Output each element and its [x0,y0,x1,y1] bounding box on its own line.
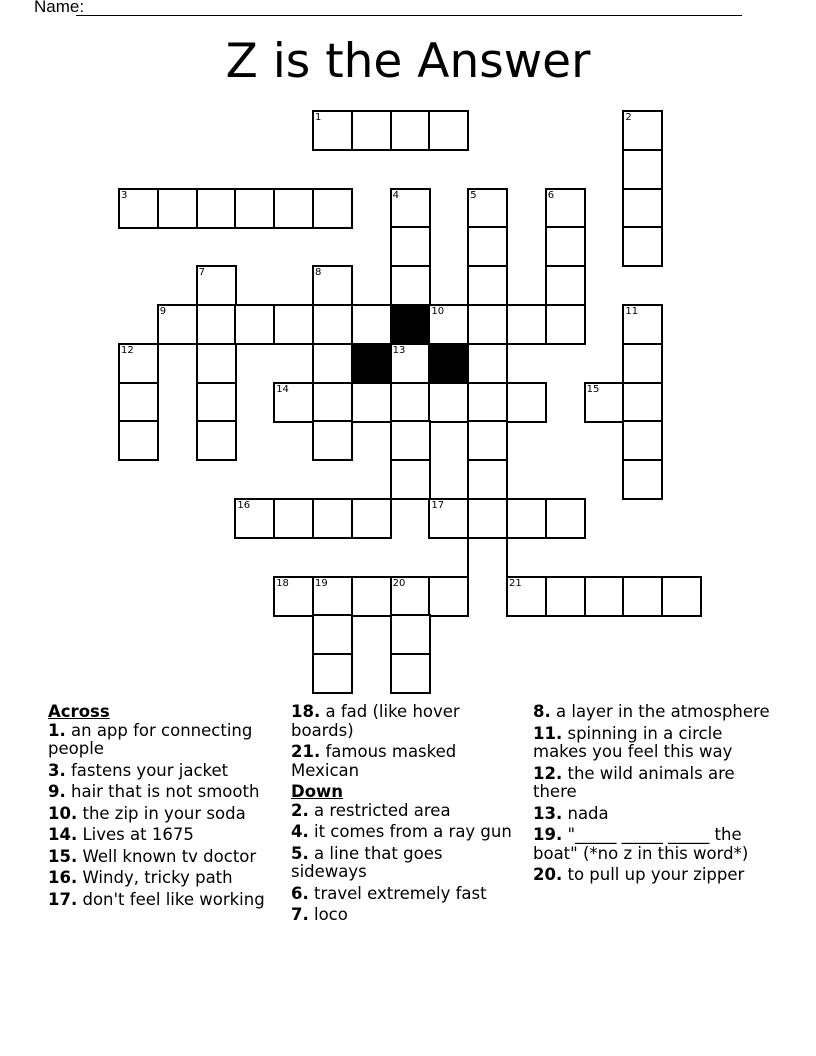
clue-text: a line that goes sideways [291,843,443,881]
clue-text: the wild animals are there [533,763,735,801]
clue-item [291,906,516,925]
clue-number: 15 [586,383,600,395]
grid-cell[interactable] [234,304,275,345]
clue-item [291,845,516,882]
clue-number: 16 [237,500,251,511]
clue-number: 6 [547,189,555,201]
black-square [351,343,392,384]
grid-cell[interactable] [196,265,237,306]
clue-text: famous masked Mexican [291,742,457,780]
grid-cell[interactable] [390,653,431,694]
clue-number: 12 [121,344,134,356]
grid-cell[interactable] [622,304,663,345]
clue-text: fastens your jacket [71,760,229,780]
grid-cell[interactable] [390,226,431,267]
grid-cell[interactable] [351,498,392,539]
clue-number: 19 [315,577,328,589]
clue-num: 16. [48,868,78,887]
grid-cell[interactable] [312,576,353,617]
grid-cell[interactable] [428,576,469,617]
clue-num: 14. [48,825,78,844]
clue-item [48,891,278,910]
grid-cell[interactable] [312,265,353,306]
grid-cell[interactable] [390,382,431,423]
grid-cell[interactable] [157,304,198,345]
grid-cell[interactable] [622,226,663,267]
grid-cell[interactable] [390,576,431,617]
grid-cell[interactable] [273,498,314,539]
grid-cell[interactable] [390,188,431,229]
grid-cell[interactable] [390,420,431,461]
clue-text: travel extremely fast [314,883,487,903]
grid-cell[interactable] [273,188,314,229]
clues-column-1 [48,703,278,912]
clue-text: a layer in the atmosphere [556,702,770,721]
grid-cell[interactable] [312,304,353,345]
clue-item [48,826,278,845]
grid-cell[interactable] [506,498,547,539]
clue-num: 21. [291,742,321,761]
grid-cell[interactable] [545,265,586,306]
clue-number: 1 [315,112,322,123]
grid-cell[interactable] [273,382,314,423]
clue-item [291,802,516,821]
grid-cell[interactable] [196,382,237,423]
grid-cell[interactable] [428,382,469,423]
grid-cell[interactable] [467,188,508,229]
clue-text: loco [314,905,348,924]
grid-cell[interactable] [390,614,431,655]
grid-cell[interactable] [312,614,353,655]
grid-cell[interactable] [622,110,663,151]
clue-item [533,725,773,762]
clue-text: don't feel like working [82,889,265,909]
grid-cell[interactable] [196,188,237,229]
grid-cell [467,537,508,578]
grid-cell[interactable] [622,382,663,423]
grid-cell[interactable] [428,304,469,345]
clue-num: 5. [291,843,309,863]
grid-cell[interactable] [622,459,663,500]
clue-item [48,722,278,759]
clue-num: 12. [533,763,563,783]
clue-num: 13. [533,803,563,823]
down-heading: Down [291,782,344,801]
clues-column-3 [533,703,773,888]
clue-number: 21 [509,577,522,589]
clue-number: 11 [625,306,639,317]
grid-cell[interactable] [622,149,663,190]
grid-cell[interactable] [312,343,353,384]
grid-cell[interactable] [390,459,431,500]
grid-cell[interactable] [467,498,508,539]
grid-cell[interactable] [545,226,586,267]
grid-cell[interactable] [584,382,625,423]
clues-column-2 [291,703,516,928]
clue-item [48,848,278,867]
grid-cell[interactable] [506,382,547,423]
clue-text: it comes from a ray gun [314,822,512,841]
grid-cell[interactable] [312,420,353,461]
clue-item [291,823,516,842]
grid-cell[interactable] [584,576,625,617]
clue-item [533,826,773,863]
grid-cell[interactable] [545,188,586,229]
clue-text: to pull up your zipper [567,865,745,884]
grid-cell[interactable] [118,188,159,229]
clue-item [533,805,773,824]
clue-number: 13 [392,344,406,356]
grid-cell[interactable] [506,576,547,617]
grid-cell[interactable] [118,343,159,384]
clue-text: Windy, tricky path [82,868,233,887]
grid-cell[interactable] [622,188,663,229]
grid-cell[interactable] [545,576,586,617]
grid-cell[interactable] [351,110,392,151]
clue-item [533,866,773,885]
grid-cell[interactable] [622,576,663,617]
clue-item [48,869,278,888]
clue-number: 2 [625,112,632,123]
across-heading: Across [48,702,110,721]
grid-cell[interactable] [467,382,508,423]
clue-num: 18. [291,702,321,721]
grid-cell[interactable] [196,343,237,384]
clue-number: 18 [276,577,289,589]
clue-text: nada [567,803,609,823]
grid-cell[interactable] [118,382,159,423]
clue-item [291,703,516,740]
clue-text: hair that is not smooth [71,782,260,801]
clue-item [291,743,516,780]
clue-item [48,762,278,781]
clue-text: Well known tv doctor [82,846,257,866]
clue-num: 20. [533,865,563,884]
clue-text: the zip in your soda [82,803,246,823]
grid-cell[interactable] [390,265,431,306]
clue-number: 8 [315,267,322,279]
clue-number: 14 [276,383,289,395]
clue-number: 20 [392,577,406,589]
clue-text: a fad (like hover boards) [291,702,460,740]
grid-cell[interactable] [545,498,586,539]
grid-cell[interactable] [428,498,469,539]
clue-number: 17 [431,500,445,511]
clue-number: 4 [392,189,399,201]
grid-cell[interactable] [506,304,547,345]
grid-cell[interactable] [467,304,508,345]
clue-item [533,703,773,722]
clue-num: 4. [291,822,309,841]
clue-num: 11. [533,723,563,743]
grid-cell[interactable] [196,420,237,461]
grid-cell[interactable] [622,343,663,384]
grid-cell[interactable] [428,110,469,151]
clue-text: a restricted area [314,800,451,820]
grid-cell[interactable] [467,226,508,267]
clue-number: 7 [198,267,205,279]
clue-text: an app for connecting people [48,720,253,758]
clue-number: 3 [121,189,128,201]
grid-cell[interactable] [467,459,508,500]
clue-item [291,885,516,904]
grid-cell[interactable] [467,343,508,384]
clue-num: 10. [48,803,78,823]
clue-num: 3. [48,760,66,780]
clue-num: 15. [48,846,78,866]
grid-cell[interactable] [622,420,663,461]
grid-cell[interactable] [390,110,431,151]
grid-cell[interactable] [545,304,586,345]
grid-cell[interactable] [234,498,275,539]
grid-cell[interactable] [118,420,159,461]
clue-number: 10 [431,306,445,317]
black-square [428,343,469,384]
grid-cell[interactable] [312,188,353,229]
grid-cell[interactable] [390,343,431,384]
grid-cell[interactable] [196,304,237,345]
grid-cell[interactable] [312,110,353,151]
clue-num: 2. [291,800,309,820]
clue-item [48,805,278,824]
grid-cell[interactable] [234,188,275,229]
puzzle-title: Z is the Answer [225,34,591,89]
grid-cell[interactable] [157,188,198,229]
clue-num: 9. [48,782,66,801]
clue-num: 6. [291,883,309,903]
grid-cell[interactable] [467,420,508,461]
grid-cell[interactable] [312,382,353,423]
clue-number: 5 [470,189,477,201]
grid-cell[interactable] [273,576,314,617]
grid-cell[interactable] [351,576,392,617]
grid-cell[interactable] [351,382,392,423]
clue-num: 1. [48,720,66,740]
clue-number: 9 [159,306,167,317]
clue-text: spinning in a circle makes you feel this way [533,723,733,761]
clue-num: 17. [48,889,78,909]
clue-num: 8. [533,702,551,721]
clue-item [48,783,278,802]
clue-text: Lives at 1675 [82,825,194,844]
clue-num: 7. [291,905,309,924]
clue-num: 19. [533,825,563,844]
name-label: Name: [34,0,85,16]
grid-cell[interactable] [351,304,392,345]
grid-cell[interactable] [661,576,702,617]
black-square [390,304,431,345]
grid-cell[interactable] [312,653,353,694]
grid-cell[interactable] [467,265,508,306]
clue-item [533,765,773,802]
grid-cell[interactable] [312,498,353,539]
grid-cell[interactable] [273,304,314,345]
clue-text: "_____ _____ _____ the boat" (*no z in this word*) [533,825,749,863]
